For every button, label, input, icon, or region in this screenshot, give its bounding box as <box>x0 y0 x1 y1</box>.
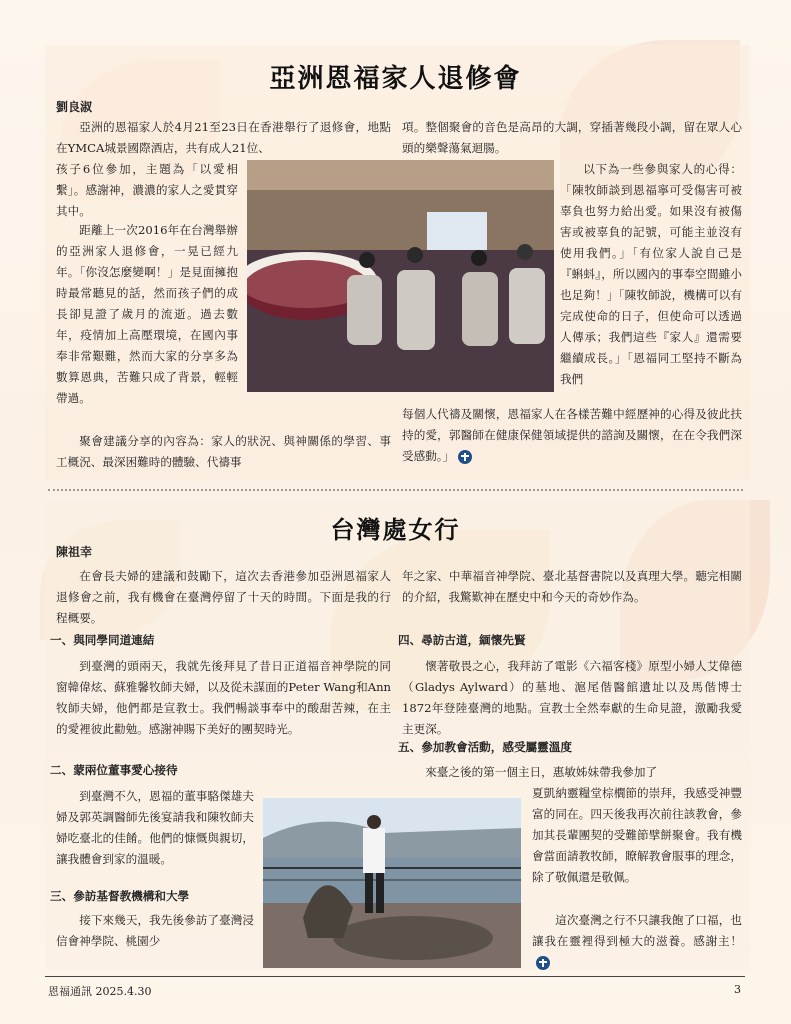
article1-title: 亞洲恩福家人退修會 <box>269 64 522 94</box>
article2-intro: 在會長夫婦的建議和鼓勵下，這次去香港參加亞洲恩福家人退修會之前，我有機會在臺灣停留了十天的時間。下面是我的行程概要。 <box>56 569 391 625</box>
section-heading-5: 五、參加教會活動，感受屬靈溫度 <box>398 740 572 754</box>
section-divider <box>48 489 743 491</box>
section-heading-3: 三、參訪基督教機構和大學 <box>50 889 190 903</box>
section-heading-1: 一、與同學同道連結 <box>50 633 155 647</box>
section-3-paragraph: 接下來幾天，我先後參訪了臺灣浸信會神學院、桃園少 <box>56 913 254 948</box>
section-heading-4: 四、尋訪古道，緬懷先賢 <box>398 633 526 647</box>
article1-right-paragraph-1: 項。整個聚會的音色是高昂的大調，穿插著幾段小調，留在眾人心頭的樂聲蕩氣迴腸。 <box>402 120 742 155</box>
article1-left-paragraph-2: 距離上一次2016年在台灣舉辦的亞洲家人退修會，一晃已經九年。「你沒怎麼變啊！」是見面擁抱時最常聽見的話，然而孩子們的成長卻見證了歲月的流逝。過去數年，疫情加上高壓環境，在國內事奉非常艱難，然而大家的分享多為數算恩典，苦難只成了背景，輕輕帶過。 <box>56 223 238 405</box>
section-4-paragraph: 懷著敬畏之心，我拜訪了電影《六福客棧》原型小婦人艾偉德（Gladys Aylward）的墓地、滬尾偕醫館遺址以及馬偕博士1872年登陸臺灣的地點。宣教士全然奉獻的生命見證，激勵我愛主更深。 <box>402 659 742 736</box>
closing-paragraph <box>532 910 742 973</box>
article1-left-paragraph-3: 聚會建議分享的內容為：家人的狀況、與神關係的學習、事工概況、最深困難時的體驗、代禱事 <box>56 434 391 469</box>
article1-left-paragraph-1: 亞洲的恩福家人於4月21至23日在香港舉行了退修會，地點在YMCA城景國際酒店，共有成人21位、 <box>56 120 391 155</box>
section-heading-2: 二、蒙兩位董事愛心接待 <box>50 763 178 777</box>
footer-rule <box>45 976 745 977</box>
article2-title: 台灣處女行 <box>330 516 461 544</box>
section-1-paragraph: 到臺灣的頭兩天，我就先後拜見了昔日正道福音神學院的同窗韓偉炫、蘇雅馨牧師夫婦，以及從未謀面的Peter Wang和Ann牧師夫婦，他們都是宣教士。我們暢談事奉中的酸甜苦辣，在主的愛裡彼此勸勉。感謝神賜下美好的團契時光。 <box>56 659 391 736</box>
article1-right-paragraph-3-text: 每個人代禱及關懷，恩福家人在各樣苦難中經歷神的心得及彼此扶持的愛，郭醫師在健康保健領域提供的諮詢及關懷，在在令我們深受感動。」 <box>402 407 742 463</box>
end-mark-icon <box>458 450 472 464</box>
closing-paragraph-text: 這次臺灣之行不只讓我飽了口福，也讓我在靈裡得到極大的滋養。感謝主！ <box>532 913 742 948</box>
article1-author: 劉良淑 <box>56 100 93 114</box>
section-3-continued: 年之家、中華福音神學院、臺北基督書院以及真理大學。聽完相關的介紹，我驚歎神在歷史中和今天的奇妙作為。 <box>402 569 742 604</box>
section-2-paragraph: 到臺灣不久，恩福的董事駱傑雄夫婦及郭英調醫師先後宴請我和陳牧師夫婦吃臺北的佳餚。他們的慷慨與親切，讓我體會到家的溫暖。 <box>56 789 254 866</box>
article1-left-paragraph-1b: 孩子6位參加，主題為「以愛相繫」。感謝神，濃濃的家人之愛貫穿其中。 <box>56 162 238 218</box>
section-5-paragraph-a: 來臺之後的第一個主日，惠敏姊妹帶我參加了 <box>425 765 658 779</box>
footer-publication: 恩福通訊 2025.4.30 <box>48 985 152 998</box>
article1-right-paragraph-3 <box>402 404 742 467</box>
waterfront-statue-photo <box>263 798 521 968</box>
article1-right-paragraph-2: 以下為一些參與家人的心得：「陳牧師談到恩福寧可受傷害可被辜負也努力給出愛。如果沒有被傷害或被辜負的記號，可能主並沒有使用我們。」「有位家人說自己是『蝌蚪』，所以國內的事奉空間雖小也足夠！」「陳牧師說，機構可以有完成使命的日子，但使命可以透過人傳承；我們這些『家人』還需要繼續成長。」「恩福同工堅持不斷為我們 <box>560 162 742 386</box>
page-number: 3 <box>734 983 741 996</box>
end-mark-icon <box>536 956 550 970</box>
section-5-paragraph-b: 夏凱納靈糧堂棕櫚節的崇拜，我感受神豐富的同在。四天後我再次前往該教會，參加其長輩團契的受難節擘餅聚會。我有機會當面請教牧師，瞭解教會服事的理念，除了敬佩還是敬佩。 <box>532 786 742 884</box>
retreat-meeting-photo <box>247 160 554 392</box>
article2-author: 陳祖幸 <box>56 545 93 559</box>
